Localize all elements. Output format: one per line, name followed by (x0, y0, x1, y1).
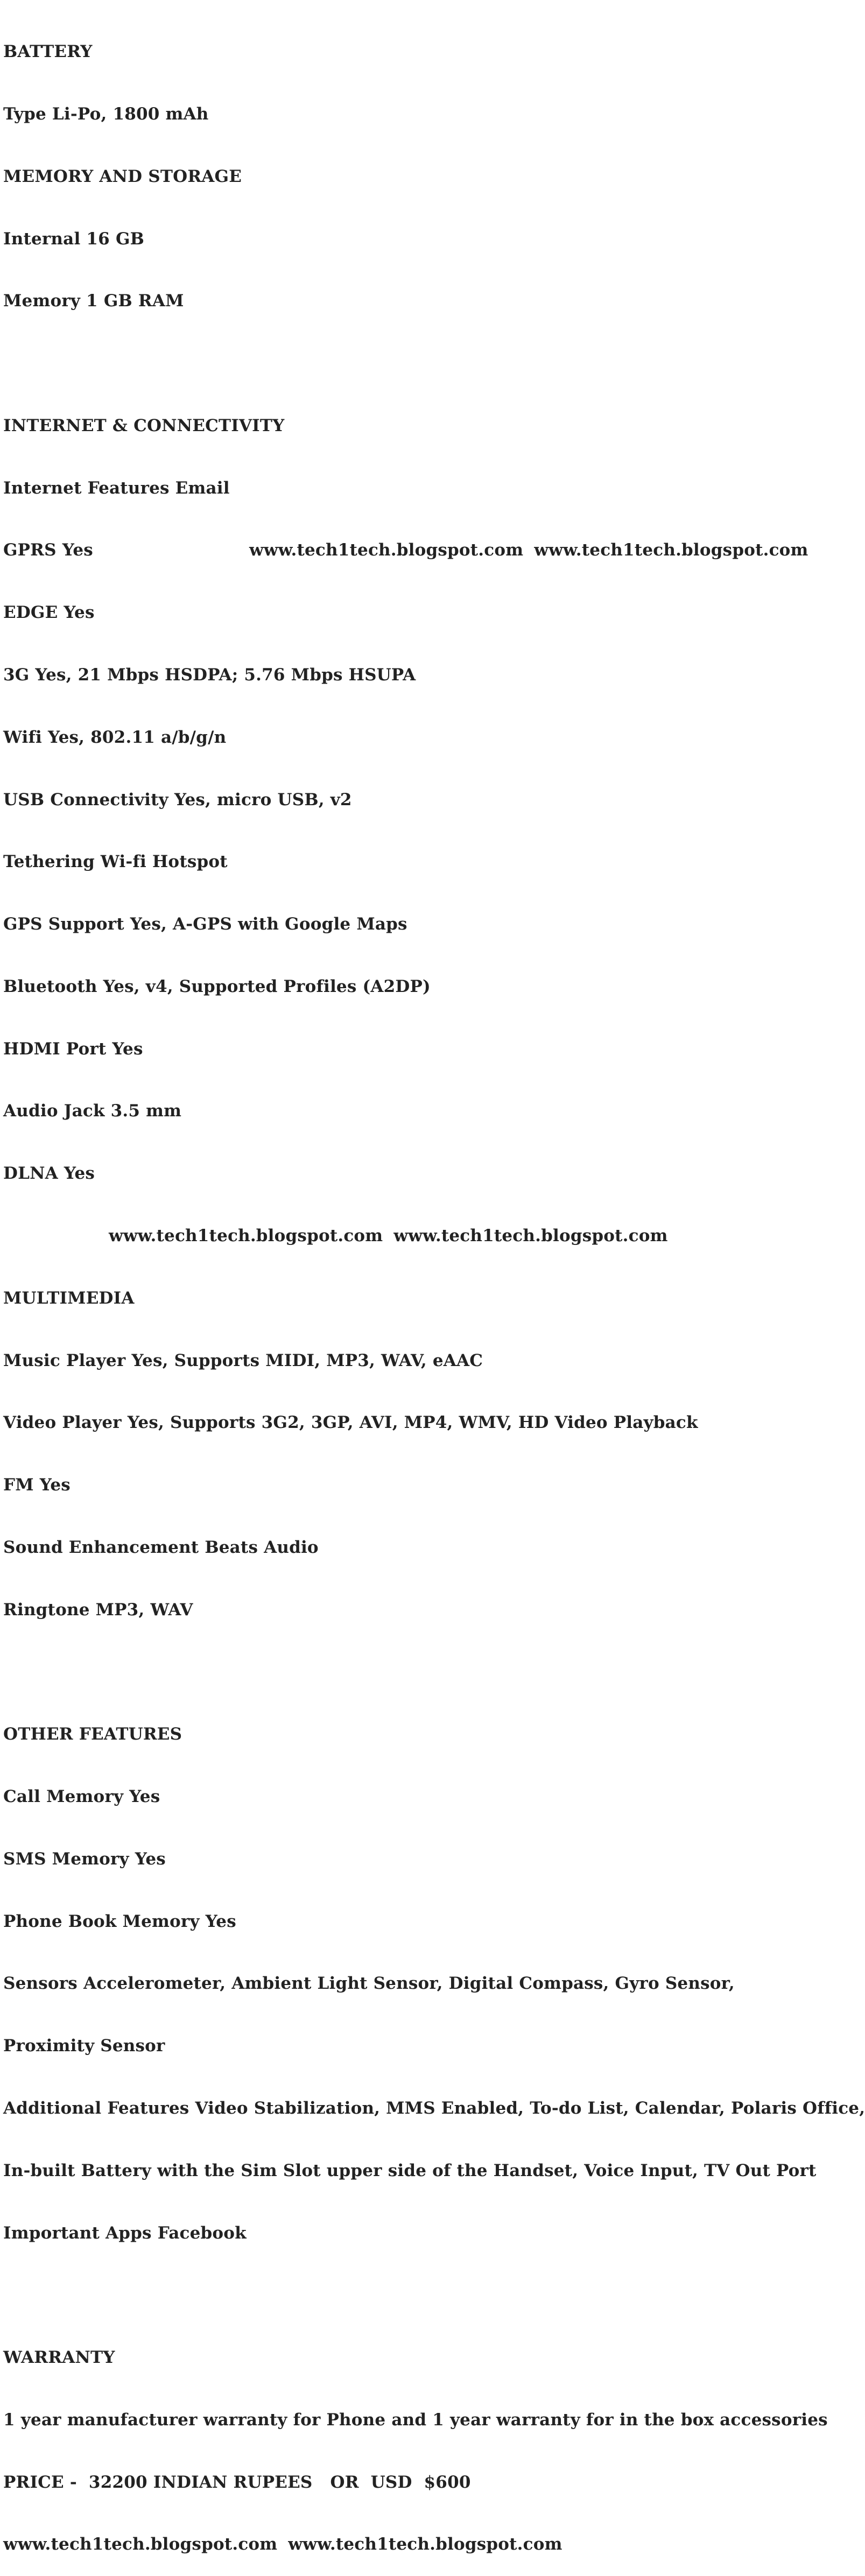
sensors-line-2: Proximity Sensor (3, 2036, 165, 2056)
spacer (3, 353, 859, 374)
watermark-text: www.tech1tech.blogspot.com (288, 2535, 562, 2554)
ram: Memory 1 GB RAM (3, 291, 184, 311)
edge: EDGE Yes (3, 603, 95, 623)
warranty-heading: WARRANTY (3, 2348, 115, 2368)
internal-storage: Internal 16 GB (3, 229, 145, 249)
important-apps: Important Apps Facebook (3, 2223, 247, 2243)
multimedia-heading: MULTIMEDIA (3, 1288, 135, 1308)
battery-heading: BATTERY (3, 42, 93, 62)
watermark-text: www.tech1tech.blogspot.com (3, 2535, 278, 2554)
additional-features-line-2: In-built Battery with the Sim Slot upper side of the Handset, Voice Input, TV Out Port (3, 2160, 817, 2180)
video-player: Video Player Yes, Supports 3G2, 3GP, AVI, MP4, WMV, HD Video Playback (3, 1413, 698, 1433)
call-memory: Call Memory Yes (3, 1787, 160, 1807)
sms-memory: SMS Memory Yes (3, 1849, 166, 1869)
warranty-text: 1 year manufacturer warranty for Phone and 1 year warranty for in the box accessories (3, 2410, 828, 2430)
sound-enhancement: Sound Enhancement Beats Audio (3, 1537, 319, 1557)
watermark-text: www.tech1tech.blogspot.com (534, 540, 808, 560)
dlna: DLNA Yes (3, 1164, 95, 1184)
watermark-row (3, 1226, 859, 1247)
watermark-text: www.tech1tech.blogspot.com (249, 540, 524, 560)
spacer (3, 2285, 859, 2306)
tethering: Tethering Wi-fi Hotspot (3, 852, 228, 872)
memory-storage-heading: MEMORY AND STORAGE (3, 166, 242, 186)
usb: USB Connectivity Yes, micro USB, v2 (3, 790, 352, 810)
gprs: GPRS Yes (3, 540, 93, 560)
audio-jack: Audio Jack 3.5 mm (3, 1101, 182, 1121)
wifi: Wifi Yes, 802.11 a/b/g/n (3, 727, 227, 747)
fm: FM Yes (3, 1475, 71, 1495)
watermark-text: www.tech1tech.blogspot.com (109, 1226, 383, 1246)
bluetooth: Bluetooth Yes, v4, Supported Profiles (A2DP) (3, 976, 431, 996)
footer-watermark-row (3, 2534, 859, 2555)
threeg: 3G Yes, 21 Mbps HSDPA; 5.76 Mbps HSUPA (3, 665, 416, 685)
internet-heading: INTERNET & CONNECTIVITY (3, 416, 285, 435)
music-player: Music Player Yes, Supports MIDI, MP3, WAV, eAAC (3, 1350, 483, 1370)
sensors-line-1: Sensors Accelerometer, Ambient Light Sensor, Digital Compass, Gyro Sensor, (3, 1974, 735, 1994)
internet-features: Internet Features Email (3, 478, 230, 498)
watermark-text: www.tech1tech.blogspot.com (393, 1226, 668, 1246)
gprs-row (3, 540, 859, 561)
spacer (3, 1662, 859, 1683)
battery-type: Type Li-Po, 1800 mAh (3, 104, 209, 124)
additional-features-line-1: Additional Features Video Stabilization, MMS Enabled, To-do List, Calendar, Polaris Office, (3, 2098, 865, 2118)
price: PRICE - 32200 INDIAN RUPEES OR USD $600 (3, 2472, 471, 2492)
other-features-heading: OTHER FEATURES (3, 1725, 182, 1744)
gps: GPS Support Yes, A-GPS with Google Maps (3, 914, 407, 934)
hdmi: HDMI Port Yes (3, 1039, 143, 1059)
phonebook-memory: Phone Book Memory Yes (3, 1911, 236, 1931)
spec-document (3, 0, 865, 2576)
ringtone: Ringtone MP3, WAV (3, 1600, 193, 1620)
